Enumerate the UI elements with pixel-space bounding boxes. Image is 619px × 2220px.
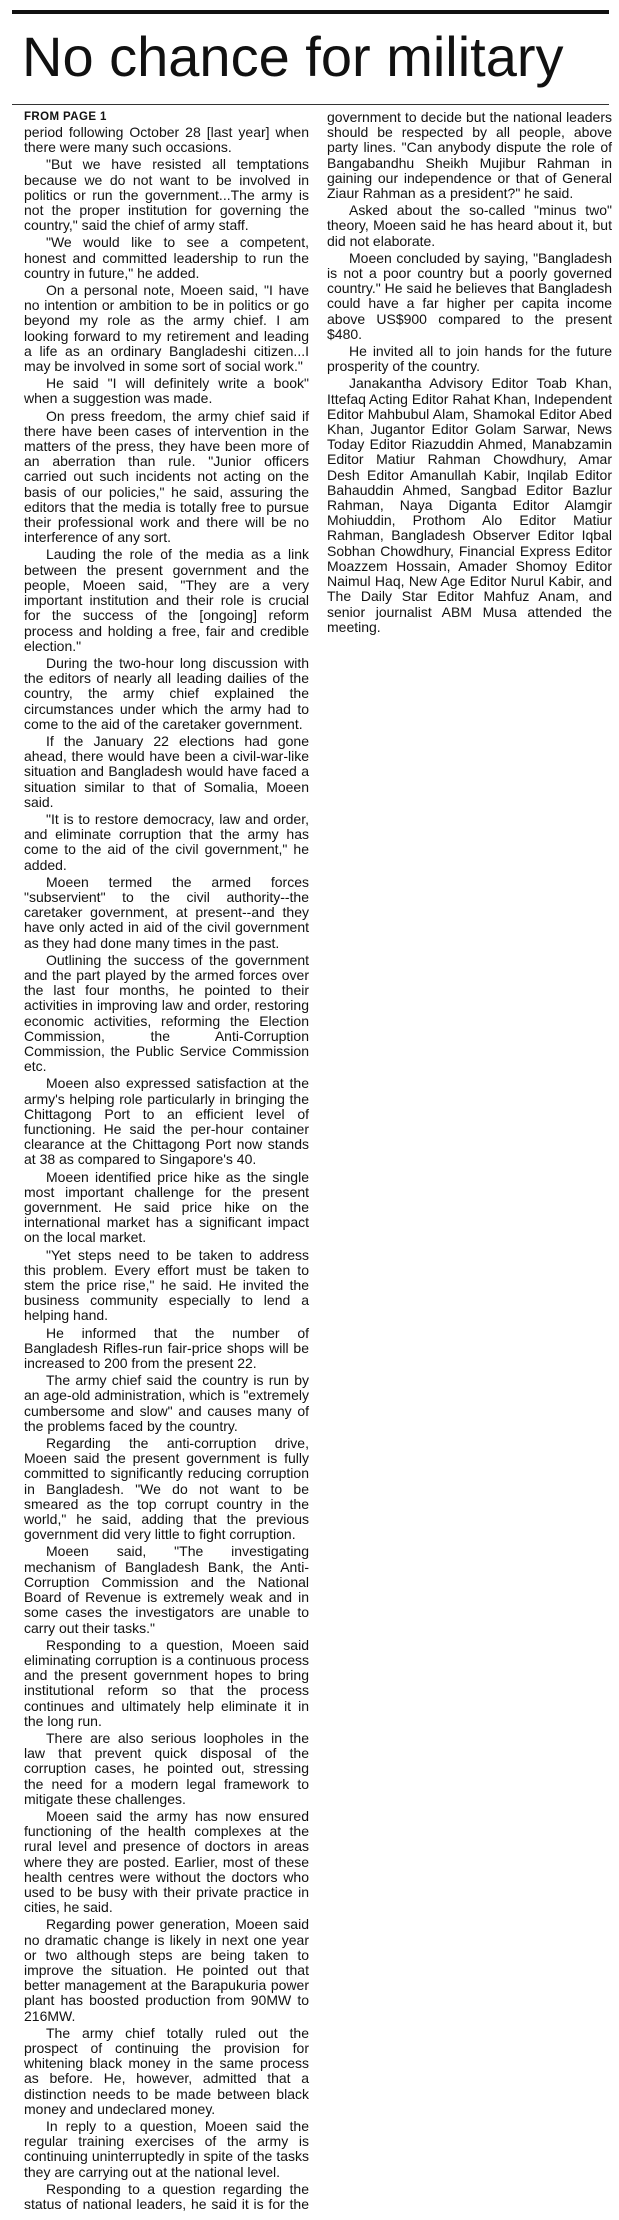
continuation-label: FROM PAGE 1 [24,111,107,123]
article-paragraph: "Yet steps need to be taken to address this problem. Every effort must be taken to stem the price rise," he said. He invited the business community especially to lend a helping hand. [24,1246,309,1324]
article-paragraph: The army chief said the country is run by an age-old administration, which is "extremely cumbersome and slow" and causes many of the problems faced by the country. [24,1372,309,1434]
article-paragraph: Responding to a question regarding the status of national leaders, he said it is for the government to decide but the national leaders should be respected by all people, above party lines. "Can anybody dispute the role of Bangabandhu Sheikh Mujibur Rahman in gaining our independence or that of General Ziaur Rahman as a president?" he said. [24,109,612,2213]
article-paragraph: During the two-hour long discussion with the editors of nearly all leading dailies of the country, the army chief explained the circumstances under which the army had to come to the aid of the caretaker government. [24,654,309,732]
article-paragraph: Moeen termed the armed forces "subservient" to the civil authority--the caretaker government, at present--and they have only acted in aid of the civil government as they had done many times in the past. [24,873,309,951]
article-paragraph: If the January 22 elections had gone ahead, there would have been a civil-war-like situation and Bangladesh would have faced a situation similar to that of Somalia, Moeen said. [24,732,309,810]
article-paragraph: The army chief totally ruled out the prospect of continuing the provision for whitening black money in the same process as before. He, however, admitted that a distinction needs to be made between black money and undeclared money. [24,2024,309,2117]
article-paragraph: "We would like to see a competent, honest and committed leadership to run the country in future," he added. [24,234,309,281]
article-paragraph: Asked about the so-called "minus two" theory, Moeen said he has heard about it, but did not elaborate. [327,202,612,249]
article-paragraph: Responding to a question, Moeen said eliminating corruption is a continuous process and the present government hopes to bring institutional reform so that the process continues and ultimately help eliminate it in the long run. [24,1636,309,1729]
article-paragraph: There are also serious loopholes in the law that prevent quick disposal of the corruption cases, he pointed out, stressing the need for a modern legal framework to mitigate these challenges. [24,1729,309,1807]
article-paragraph: Regarding power generation, Moeen said no dramatic change is likely in next one year or two although steps are being taken to improve the situation. He pointed out that better management at the Barapukuria power plant has boosted production from 90MW to 216MW. [24,1916,309,2024]
headline: No chance for military [22,25,564,88]
article-paragraph: Outlining the success of the government and the part played by the armed forces over the last four months, he pointed to their activities in improving law and order, restoring economic activities, reforming the Election Commission, the Anti-Corruption Commission, the Public Service Commission etc. [24,951,309,1075]
article-paragraph: He informed that the number of Bangladesh Rifles-run fair-price shops will be increased to 200 from the present 22. [24,1324,309,1372]
headline-rule [12,104,609,105]
article-paragraph: "It is to restore democracy, law and order, and eliminate corruption that the army has come to the aid of the civil government," he added. [24,810,309,873]
top-rule [12,10,609,14]
article-paragraph: He invited all to join hands for the future prosperity of the country. [327,343,612,375]
article-paragraph: Moeen also expressed satisfaction at the army's helping role particularly in bringing the Chittagong Port to an efficient level of functioning. He said the per-hour container clearance at the Chittagong Port now stands at 38 as compared to Singapore's 40. [24,1075,309,1168]
article-paragraph: Moeen said, "The investigating mechanism of Bangladesh Bank, the Anti-Corruption Commission and the National Board of Revenue is extremely weak and in some cases the investigators are unable to carry out their tasks." [24,1543,309,1636]
article-paragraph: period following October 28 [last year] when there were many such occasions. [24,124,309,156]
article-paragraph: On press freedom, the army chief said if there have been cases of intervention in the matters of the press, they have been more of an aberration than rule. "Junior officers carried out such incidents not acting on the basis of our policies," he said, assuring the editors that the media is totally free to pursue their professional work and there will be no interference of any sort. [24,407,309,546]
article-body [24,110,612,2214]
article-paragraph: He said "I will definitely write a book" when a suggestion was made. [24,375,309,407]
article-paragraph: Janakantha Advisory Editor Toab Khan, Ittefaq Acting Editor Rahat Khan, Independent Editor Mahbubul Alam, Shamokal Editor Abed Khan, Jugantor Editor Golam Sarwar, News Today Editor Riazuddin Ahmed, Manabzamin Editor Matiur Rahman Chowdhury, Amar Desh Editor Amanullah Kabir, Inqilab Editor Bahauddin Ahmed, Sangbad Editor Bazlur Rahman, Naya Diganta Editor Alamgir Mohiuddin, Prothom Alo Editor Matiur Rahman, Bangladesh Observer Editor Iqbal Sobhan Chowdhury, Financial Express Editor Moazzem Hossain, Amader Shomoy Editor Naimul Haq, New Age Editor Nurul Kabir, and The Daily Star Editor Mahfuz Anam, and senior journalist ABM Musa attended the meeting. [327,375,612,635]
article-paragraph: Regarding the anti-corruption drive, Moeen said the present government is fully committed to significantly reducing corruption in Bangladesh. "We do not want to be smeared as the top corrupt country in the world," he said, adding that the previous government did very little to fight corruption. [24,1435,309,1543]
article-paragraph: Moeen said the army has now ensured functioning of the health complexes at the rural level and presence of doctors in areas where they are posted. Earlier, most of these health centres were without the doctors who used to be busy with their private practice in cities, he said. [24,1807,309,1916]
article-paragraph: On a personal note, Moeen said, "I have no intention or ambition to be in politics or go beyond my role as the army chief. I am looking forward to my retirement and leading a life as an ordinary Bangladeshi citizen...I may be involved in some sort of social work." [24,282,309,375]
article-paragraph: Moeen identified price hike as the single most important challenge for the present government. He said price hike on the international market has a significant impact on the local market. [24,1168,309,1246]
article-paragraph: Lauding the role of the media as a link between the present government and the people, Moeen said, "They are a very important institution and their role is crucial for the success of the [ongoing] reform process and holding a free, fair and credible election." [24,546,309,654]
article-paragraph: Moeen concluded by saying, "Bangladesh is not a poor country but a poorly governed country." He said he believes that Bangladesh could have a far higher per capita income above US$900 compared to the present $480. [327,249,612,342]
article-paragraph: "But we have resisted all temptations because we do not want to be involved in politics or run the government...The army is not the proper institution for governing the country," said the chief of army staff. [24,156,309,234]
article-paragraph: In reply to a question, Moeen said the regular training exercises of the army is continuing uninterruptedly in spite of the tasks they are carrying out at the national level. [24,2118,309,2180]
